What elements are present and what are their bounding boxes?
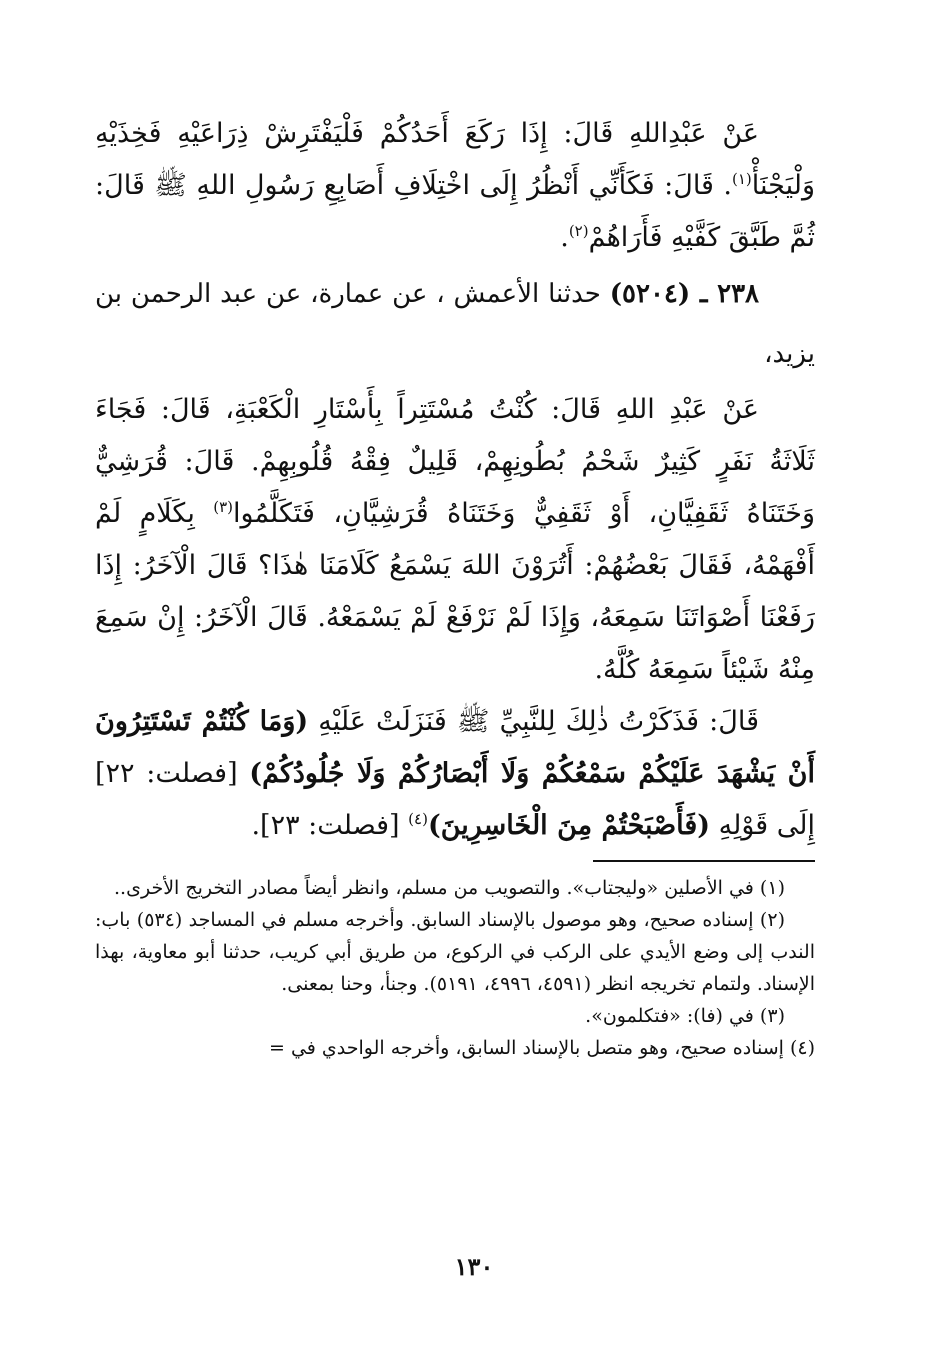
hadith-number: ٢٣٨ ـ (٥٢٠٤) [609,279,760,309]
hadith-238-paragraph-2 [95,696,815,852]
hadith-text: قَالَ: فَذَكَرْتُ ذٰلِكَ لِلنَّبِيِّ ﷺ فَنَزَلَتْ عَلَيْهِ [308,706,759,737]
page-body [95,108,815,1064]
quran-verse: (فَأَصْبَحْتُمْ مِنَ الْخَاسِرِينَ) [427,810,711,841]
footnote-1: (١) في الأصلين «وليجتاب». والتصويب من مسلم، وانظر أيضاً مصادر التخريج الأخرى.. [114,877,785,899]
footnote-4: (٤) إسناده صحيح، وهو متصل بالإسناد السابق، وأخرجه الواحدي في = [269,1037,815,1059]
hadith-238-paragraph-1 [95,384,815,696]
footnote-ref-3: (٣) [213,498,233,516]
page-number: ١٣٠ [454,1252,494,1281]
footnotes [95,872,815,1064]
footnote-ref-2: (٢) [568,222,589,240]
hadith-text: بِكَلَامٍ لَمْ أَفْهَمْهُ، فَقَالَ بَعْضُهُمْ: أَتُرَوْنَ اللهَ يَسْمَعُ كَلَامَنَا هٰذَا؟ قَالَ الْآخَرُ: إِذَا رَفَعْنَا أَصْوَاتَنَا سَمِعَهُ، وَإِذَا لَمْ نَرْفَعْ لَمْ يَسْمَعْهُ. قَالَ الْآخَرُ: إِنْ سَمِعَ مِنْهُ شَيْئاً سَمِعَهُ كُلَّهُ. [95,498,815,685]
surah-reference: [فصلت: ٢٢] إِلَى قَوْلِهِ [95,758,815,841]
hadith-238-chain [95,264,815,384]
quran-verse: (وَمَا كُنْتُمْ تَسْتَتِرُونَ أَنْ يَشْهَدَ عَلَيْكُمْ سَمْعُكُمْ وَلَا أَبْصَارُكُمْ وَلَا جُلُودُكُمْ) [95,706,815,789]
hadith-237-conclusion [95,108,815,264]
hadith-text: . قَالَ: فَكَأَنِّي أَنْظُرُ إِلَى اخْتِلَافِ أَصَابِعِ رَسُولِ اللهِ ﷺ قَالَ: ثُمَّ طَبَّقَ كَفَّيْهِ فَأَرَاهُمْ [95,170,815,253]
footnote-ref-1: (١) [732,170,752,188]
footnote-2: (٢) إسناده صحيح، وهو موصول بالإسناد السابق. وأخرجه مسلم في المساجد (٥٣٤) باب: الندب إلى وضع الأيدي على الركب في الركوع، من طريق أبي كريب، حدثنا أبو معاوية، بهذا الإسناد. ولتمام تخريجه انظر (٤٥٩١، ٤٩٩٦، ٥١٩١). وجنأ، وحنا بمعنى. [95,909,815,995]
surah-reference: [فصلت: ٢٣]. [251,810,409,841]
isnad-text: حدثنا الأعمش ، عن عمارة، عن عبد الرحمن بن يزيد، [95,279,815,369]
hadith-text: عَنْ عَبْدِاللهِ قَالَ: إِذَا رَكَعَ أَحَدُكُمْ فَلْيَفْتَرِشْ ذِرَاعَيْهِ فَخِذَيْهِ وَلْيَجْنَأْ [95,118,815,201]
footnote-ref-4: (٤) [408,810,428,828]
hadith-text: . [560,222,569,253]
footnote-divider [593,860,815,862]
footnote-3: (٣) في (فا): «فتكلمون». [585,1005,785,1027]
hadith-text: عَنْ عَبْدِ اللهِ قَالَ: كُنْتُ مُسْتَتِراً بِأَسْتَارِ الْكَعْبَةِ، قَالَ: فَجَاءَ ثَلَاثَةُ نَفَرٍ كَثِيرٌ شَحْمُ بُطُونِهِمْ، قَلِيلٌ فِقْهُ قُلُوبِهِمْ. قَالَ: قُرَشِيٌّ وَخَتَنَاهُ ثَقَفِيَّانِ، أَوْ ثَقَفِيٌّ وَخَتَنَاهُ قُرَشِيَّانِ، فَتَكَلَّمُوا [95,394,815,529]
